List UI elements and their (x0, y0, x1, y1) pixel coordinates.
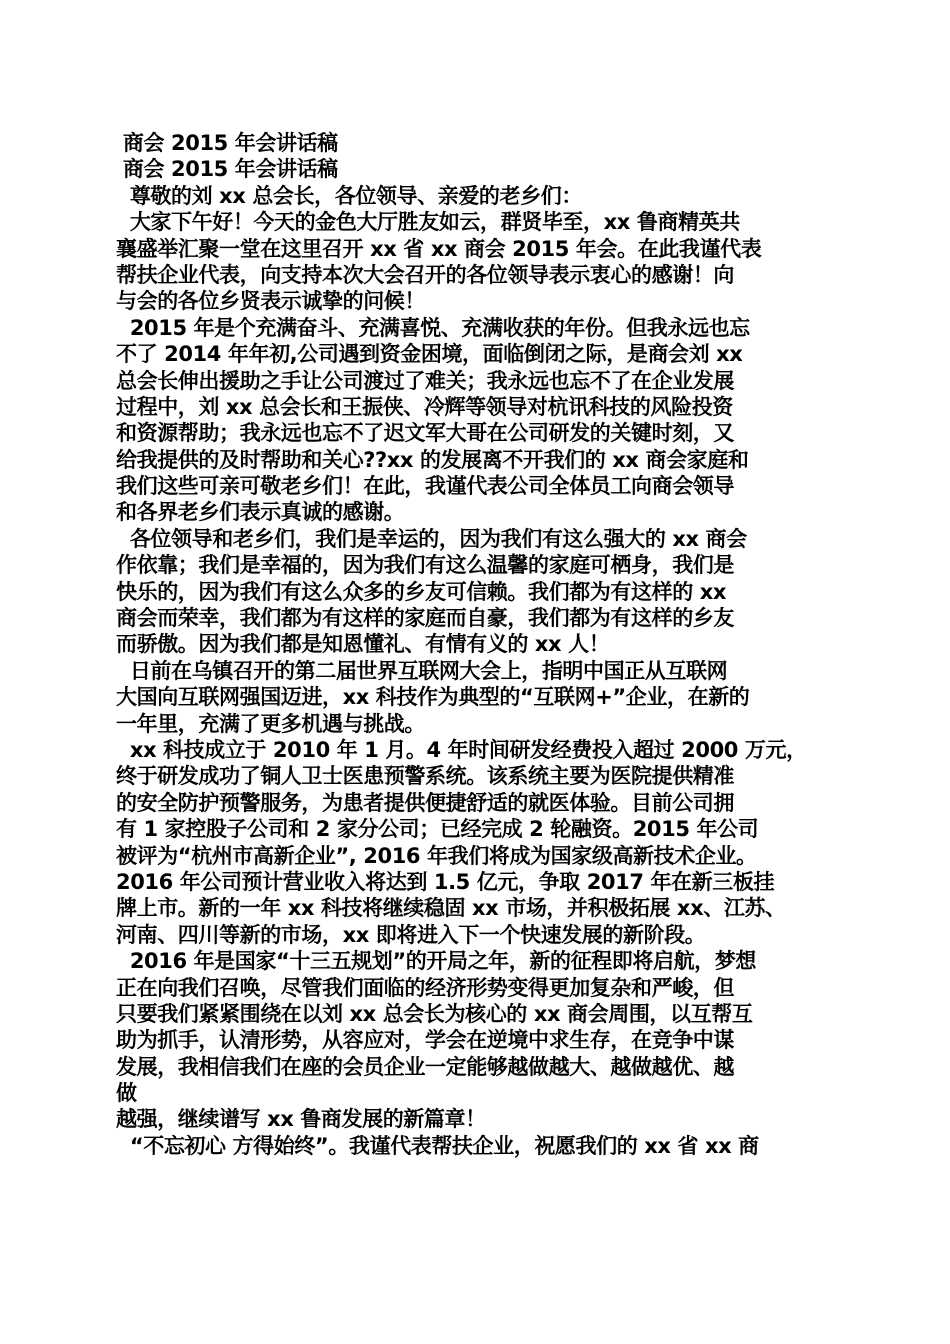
document-body (116, 130, 838, 1159)
text-line: 商会而荣幸，我们都为有这样的家庭而自豪，我们都为有这样的乡友 (116, 606, 734, 631)
text-line: 2015 年是个充满奋斗、充满喜悦、充满收获的年份。但我永远也忘 (116, 315, 750, 340)
text-line: 大家下午好！今天的金色大厅胜友如云，群贤毕至，xx 鲁商精英共 (116, 210, 740, 235)
text-line: 和各界老乡们表示真诚的感谢。 (116, 500, 405, 525)
text-line: 快乐的，因为我们有这么众多的乡友可信赖。我们都为有这样的 xx (116, 579, 726, 604)
document-subtitle: 商会 2015 年会讲话稿 (116, 157, 338, 182)
text-line: 做 (116, 1081, 137, 1106)
document-title: 商会 2015 年会讲话稿 (116, 131, 338, 155)
text-line: 牌上市。新的一年 xx 科技将继续稳固 xx 市场，并积极拓展 xx、江苏、 (116, 896, 786, 921)
text-line: 2016 年是国家“十三五规划”的开局之年，新的征程即将启航，梦想 (116, 949, 756, 974)
text-line: 被评为“杭州市高新企业”, 2016 年我们将成为国家级高新技术企业。 (116, 843, 757, 868)
text-line: 正在向我们召唤，尽管我们面临的经济形势变得更加复杂和严峻，但 (116, 975, 734, 1000)
text-line: 总会长伸出援助之手让公司渡过了难关；我永远也忘不了在企业发展 (116, 368, 734, 393)
text-line: 不了 2014 年年初,公司遇到资金困境，面临倒闭之际，是商会刘 xx (116, 342, 743, 367)
text-line: 和资源帮助；我永远也忘不了迟文军大哥在公司研发的关键时刻，又 (116, 421, 734, 446)
text-line: 终于研发成功了铜人卫士医患预警系统。该系统主要为医院提供精准 (116, 764, 734, 789)
text-line: 我们这些可亲可敬老乡们！在此，我谨代表公司全体员工向商会领导 (116, 474, 734, 499)
text-line: 襄盛举汇聚一堂在这里召开 xx 省 xx 商会 2015 年会。在此我谨代表 (116, 236, 762, 261)
text-line: 而骄傲。因为我们都是知恩懂礼、有情有义的 xx 人！ (116, 632, 610, 657)
text-line: 与会的各位乡贤表示诚挚的问候！ (116, 289, 425, 314)
text-line: 过程中，刘 xx 总会长和王振侠、冷辉等领导对杭讯科技的风险投资 (116, 394, 733, 419)
text-line: 发展，我相信我们在座的会员企业一定能够越做越大、越做越优、越 (116, 1054, 734, 1079)
text-line: 只要我们紧紧围绕在以刘 xx 总会长为核心的 xx 商会周围，以互帮互 (116, 1001, 753, 1026)
text-line: 河南、四川等新的市场，xx 即将进入下一个快速发展的新阶段。 (116, 922, 706, 947)
text-line: 帮扶企业代表，向支持本次大会召开的各位领导表示衷心的感谢！向 (116, 262, 734, 287)
text-line: 日前在乌镇召开的第二届世界互联网大会上，指明中国正从互联网 (116, 658, 728, 683)
text-line: 助为抓手，认清形势，从容应对，学会在逆境中求生存，在竞争中谋 (116, 1028, 734, 1053)
text-line: 2016 年公司预计营业收入将达到 1.5 亿元，争取 2017 年在新三板挂 (116, 869, 775, 894)
salutation-line: 尊敬的刘 xx 总会长，各位领导、亲爱的老乡们： (116, 183, 582, 208)
text-line: “不忘初心 方得始终”。我谨代表帮扶企业，祝愿我们的 xx 省 xx 商 (116, 1133, 759, 1158)
text-line: 的安全防护预警服务，为患者提供便捷舒适的就医体验。目前公司拥 (116, 790, 734, 815)
text-line: 大国向互联网强国迈进，xx 科技作为典型的“互联网+”企业，在新的 (116, 685, 750, 710)
text-line: 有 1 家控股子公司和 2 家分公司；已经完成 2 轮融资。2015 年公司 (116, 817, 759, 842)
text-line: 给我提供的及时帮助和关心??xx 的发展离不开我们的 xx 商会家庭和 (116, 447, 749, 472)
text-line: 各位领导和老乡们，我们是幸运的，因为我们有这么强大的 xx 商会 (116, 526, 747, 551)
text-line: 作依靠；我们是幸福的，因为我们有这么温馨的家庭可栖身，我们是 (116, 553, 734, 578)
text-line: 一年里，充满了更多机遇与挑战。 (116, 711, 425, 736)
text-line: xx 科技成立于 2010 年 1 月。4 年时间研发经费投入超过 2000 万元， (116, 737, 807, 762)
text-line: 越强，继续谱写 xx 鲁商发展的新篇章！ (116, 1107, 486, 1132)
